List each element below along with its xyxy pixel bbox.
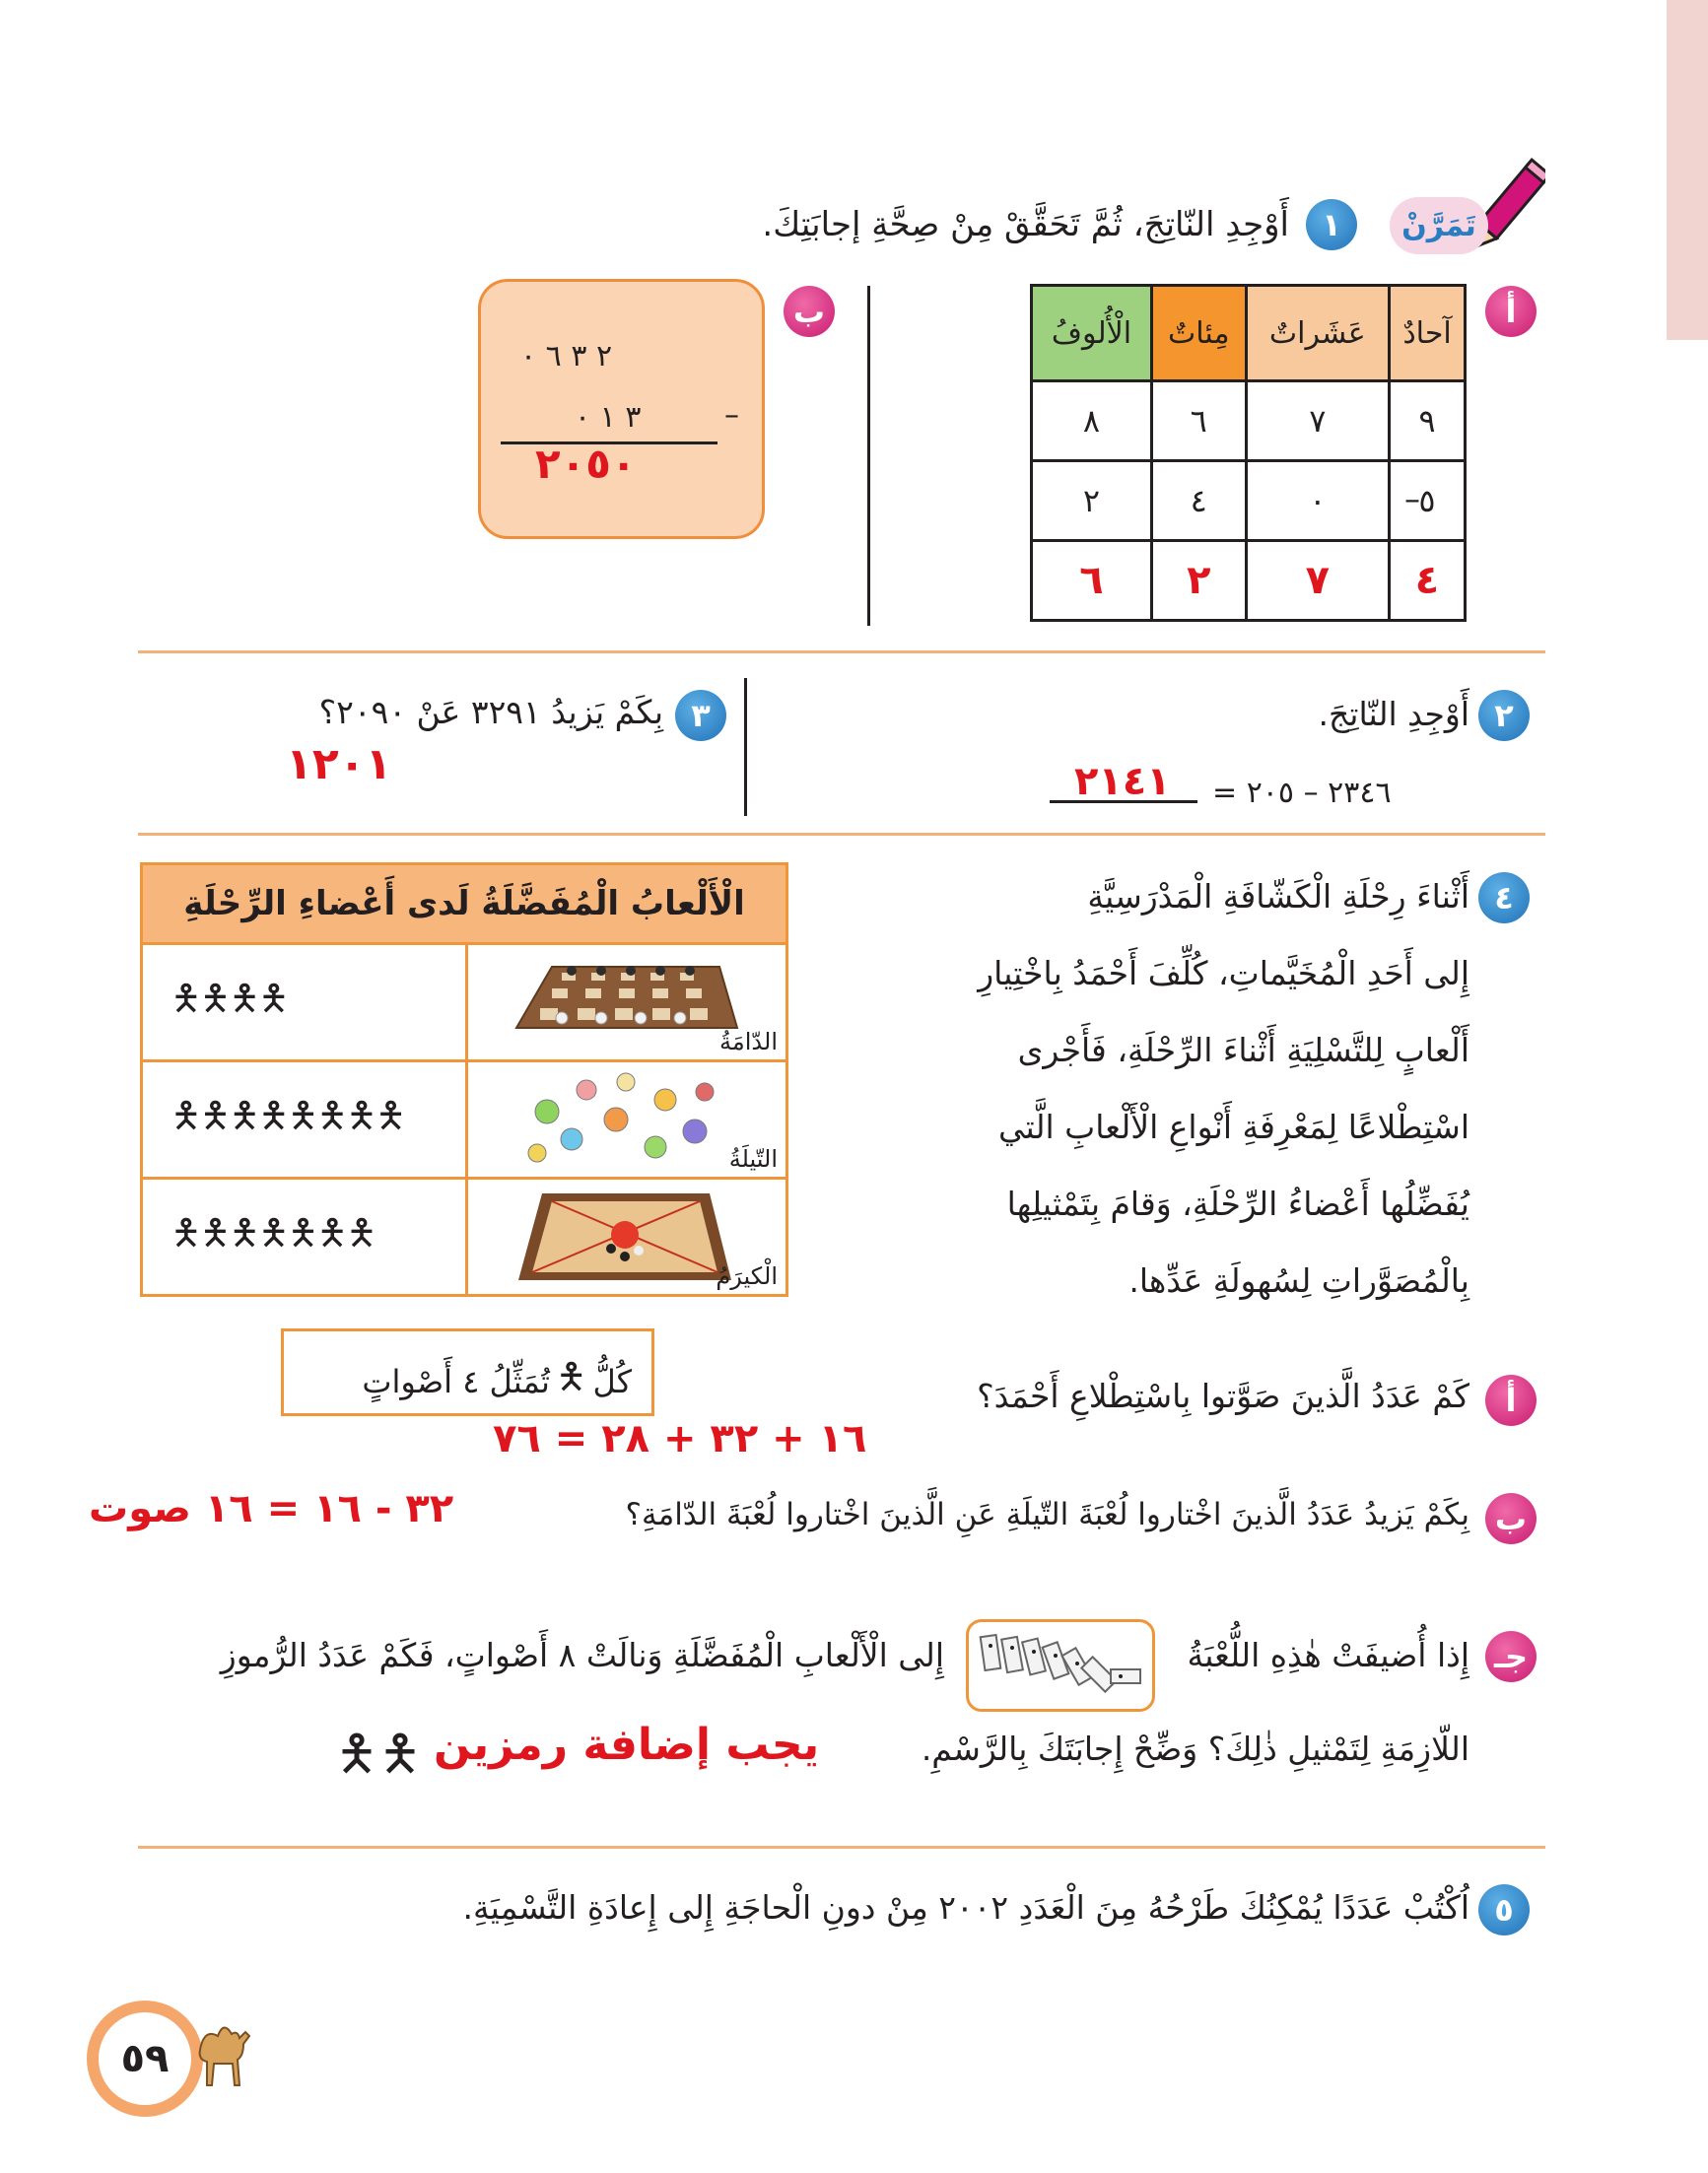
header-ones: آحادٌ bbox=[1390, 286, 1466, 381]
answer-tens: ٧ bbox=[1246, 541, 1389, 621]
carrom-image bbox=[512, 1188, 734, 1286]
game-name-carrom: الْكيرَمُ bbox=[716, 1262, 778, 1290]
row2-hundreds: ٤ bbox=[1152, 461, 1247, 541]
part-b-label: ب bbox=[784, 286, 835, 337]
person-symbol-row-carrom: 🯅🯅🯅🯅🯅🯅🯅 bbox=[171, 1212, 376, 1254]
answer-ones: ٤ bbox=[1390, 541, 1466, 621]
question-4-line-6: بِالْمُصَوَّراتِ لِسُهولَةِ عَدِّها. bbox=[1128, 1261, 1469, 1300]
question-4-line-1: أَثْناءَ رِحْلَةِ الْكَشّافَةِ الْمَدْرَسِيَّةِ bbox=[1087, 877, 1469, 916]
symbols-carrom bbox=[142, 1179, 467, 1296]
question-1-text: أَوْجِدِ النّاتِجَ، ثُمَّ تَحَقَّقْ مِنْ صِحَّةِ إجابَتِكَ. bbox=[762, 205, 1289, 244]
question-1-number: ١ bbox=[1306, 199, 1357, 250]
part-4a-label: أ bbox=[1485, 1375, 1537, 1426]
question-4c-answer: يجب إضافة رمزين bbox=[434, 1720, 820, 1770]
question-2-number: ٢ bbox=[1478, 690, 1530, 741]
table-title: الْأَلْعابُ الْمُفَضَّلَةُ لَدى أَعْضاءِ الرِّحْلَةِ bbox=[142, 864, 787, 944]
answer-thousands: ٦ bbox=[1032, 541, 1152, 621]
marbles-image bbox=[517, 1070, 724, 1169]
question-4-line-3: أَلْعابٍ لِلتَّسْلِيَةِ أَثْناءَ الرِّحْلَةِ، فَأَجْرى bbox=[1017, 1031, 1469, 1069]
row1-hundreds: ٦ bbox=[1152, 381, 1247, 461]
row2-tens: ٠ bbox=[1246, 461, 1389, 541]
question-3-text: بِكَمْ يَزيدُ ٣٢٩١ عَنْ ٢٠٩٠؟ bbox=[318, 693, 663, 731]
checkers-image bbox=[512, 959, 739, 1038]
header-hundreds: مِئاتٌ bbox=[1152, 286, 1247, 381]
answer-hundreds: ٢ bbox=[1152, 541, 1247, 621]
section-rule-2 bbox=[138, 833, 1545, 836]
question-2-answer: ٢١٤١ bbox=[1074, 759, 1171, 804]
exercise-badge bbox=[1390, 197, 1488, 254]
minuend: ٢ ٣ ٦ ٠ bbox=[520, 339, 613, 373]
domino-frame bbox=[966, 1619, 1155, 1712]
favorite-games-table bbox=[140, 862, 788, 1297]
question-4c-text-1: إِذا أُضيفَتْ هٰذِهِ اللُّعْبَةُ bbox=[1187, 1636, 1469, 1674]
key-prefix: كُلُّ bbox=[592, 1362, 632, 1400]
row1-thousands: ٨ bbox=[1032, 381, 1152, 461]
row2-ones bbox=[1390, 461, 1466, 541]
answer-b: ٢٠٥٠ bbox=[535, 440, 637, 488]
answer-drawing bbox=[335, 1718, 422, 1801]
symbols-marbles bbox=[142, 1061, 467, 1179]
exercise-badge-label: تَمَرَّنْ bbox=[1401, 208, 1476, 243]
game-cell-carrom bbox=[467, 1179, 787, 1296]
subtraction-card bbox=[478, 279, 765, 539]
question-4-line-4: اسْتِطْلاعًا لِمَعْرِفَةِ أَنْواعِ الْأَلْعابِ الَّتي bbox=[997, 1108, 1469, 1146]
game-name-checkers: الدّامَةُ bbox=[719, 1028, 778, 1055]
part-4b-label: ب bbox=[1485, 1493, 1537, 1544]
camel-icon bbox=[192, 2010, 251, 2089]
question-4b-text: بِكَمْ يَزيدُ عَدَدُ الَّذينَ اخْتاروا لُعْبَةَ التّيلَةِ عَنِ الَّذينَ اخْتاروا لُعْبَةَ الدّامَةِ؟ bbox=[625, 1497, 1469, 1532]
person-symbol-row-checkers: 🯅🯅🯅🯅 bbox=[171, 978, 288, 1019]
game-cell-checkers bbox=[467, 944, 787, 1061]
part-4c-label: جـ bbox=[1485, 1631, 1537, 1682]
question-4-line-5: يُفَضِّلُها أَعْضاءُ الرِّحْلَةِ، وَقامَ بِتَمْثيلِها bbox=[1006, 1185, 1469, 1223]
question-3-answer: ١٢٠١ bbox=[286, 739, 392, 789]
subtract-operator-b: – bbox=[724, 398, 739, 433]
question-4a-answer: ١٦ + ٣٢ + ٢٨ = ٧٦ bbox=[493, 1416, 867, 1461]
symbols-checkers bbox=[142, 944, 467, 1061]
side-tab bbox=[1667, 0, 1708, 340]
place-value-table bbox=[1030, 284, 1467, 622]
question-2-expression: ٢٣٤٦ – ٢٠٥ = bbox=[1212, 776, 1392, 810]
part-a-label: أ bbox=[1485, 286, 1537, 337]
key-text bbox=[362, 1351, 632, 1411]
question-3-number: ٣ bbox=[675, 690, 726, 741]
question-4a-text: كَمْ عَدَدُ الَّذينَ صَوَّتوا بِاسْتِطْلاعِ أَحْمَدَ؟ bbox=[977, 1377, 1469, 1415]
column-divider-2 bbox=[744, 678, 747, 816]
key-suffix: تُمَثِّلُ ٤ أَصْواتٍ bbox=[362, 1362, 550, 1400]
person-symbol-icon: 🯅 bbox=[555, 1357, 587, 1397]
column-divider bbox=[867, 286, 870, 626]
question-5-number: ٥ bbox=[1478, 1884, 1530, 1935]
question-4-line-2: إِلى أَحَدِ الْمُخَيَّماتِ، كُلِّفَ أَحْمَدُ بِاخْتِيارِ bbox=[978, 954, 1469, 992]
question-4c-text-2: إِلى الْأَلْعابِ الْمُفَضَّلَةِ وَنالَتْ ٨ أَصْواتٍ، فَكَمْ عَدَدُ الرُّموزِ bbox=[220, 1636, 944, 1674]
section-rule-1 bbox=[138, 650, 1545, 653]
subtract-operator: – bbox=[1404, 480, 1421, 517]
header-tens: عَشَراتٌ bbox=[1246, 286, 1389, 381]
game-cell-marbles bbox=[467, 1061, 787, 1179]
row2-thousands: ٢ bbox=[1032, 461, 1152, 541]
row2-ones-value: ٥ bbox=[1418, 482, 1436, 519]
question-4-number: ٤ bbox=[1478, 872, 1530, 923]
page-number: ٥٩ bbox=[87, 2001, 203, 2117]
question-5-text: اُكْتُبْ عَدَدًا يُمْكِنُكَ طَرْحُهُ مِنَ الْعَدَدِ ٢٠٠٢ مِنْ دونِ الْحاجَةِ إِلى إِعادَةِ التَّسْمِيَةِ. bbox=[462, 1888, 1469, 1927]
pictograph-key bbox=[281, 1328, 654, 1416]
row1-tens: ٧ bbox=[1246, 381, 1389, 461]
header-thousands: الْأُلوفُ bbox=[1032, 286, 1152, 381]
person-symbol-row-answer: 🯅🯅 bbox=[335, 1725, 422, 1782]
section-rule-3 bbox=[138, 1846, 1545, 1849]
game-name-marbles: التّيلَةُ bbox=[728, 1145, 778, 1173]
row1-ones: ٩ bbox=[1390, 381, 1466, 461]
subtrahend: ٣ ١ ٠ bbox=[575, 400, 642, 435]
dominoes-image bbox=[977, 1630, 1144, 1701]
person-symbol-row-marbles: 🯅🯅🯅🯅🯅🯅🯅🯅 bbox=[171, 1095, 405, 1136]
question-2-text: أَوْجِدِ النّاتِجَ. bbox=[1318, 695, 1469, 733]
question-4c-text-3: اللّازِمَةِ لِتَمْثيلِ ذٰلِكَ؟ وَضِّحْ إِجابَتَكَ بِالرَّسْمِ. bbox=[921, 1730, 1469, 1768]
question-4b-answer: ٣٢ - ١٦ = ١٦ صوت bbox=[89, 1486, 454, 1531]
